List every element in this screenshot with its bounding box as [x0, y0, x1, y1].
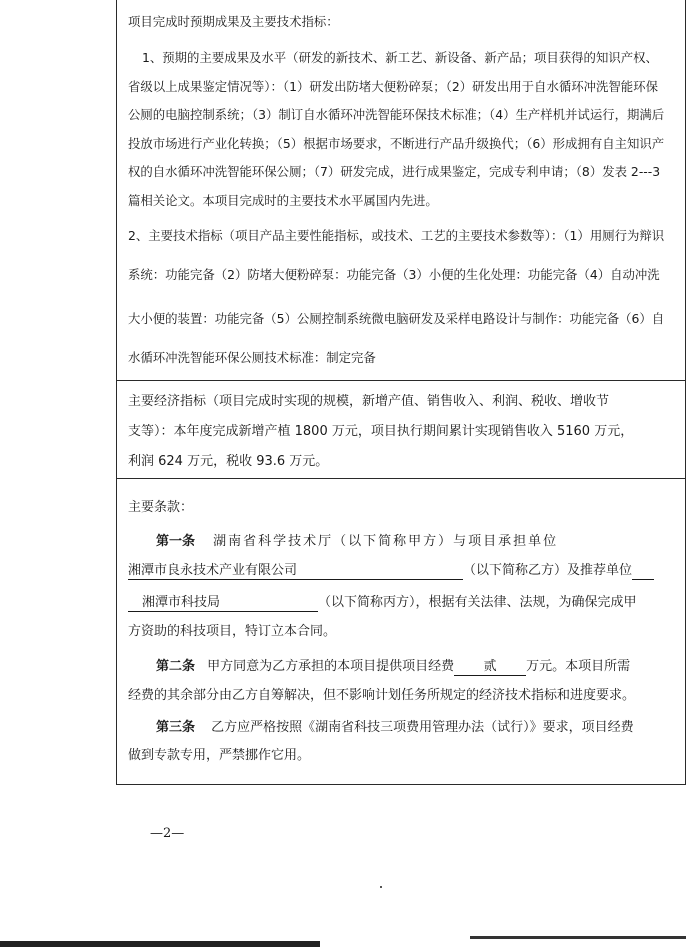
scan-edge-shadow	[0, 941, 320, 947]
paragraph-line: 方资助的科技项目，特订立本合同。	[128, 624, 337, 639]
article-3-text: 乙方应严格按照《湖南省科技三项费用管理办法（试行）》要求，项目经费	[211, 720, 634, 735]
article-2-line-1	[156, 659, 630, 676]
paragraph-line: 公厕的电脑控制系统；（3）制订自水循环冲洗智能环保技术标准；（4）生产样机并试运行，期满后	[128, 107, 665, 122]
paragraph-line: 篇相关论文。本项目完成时的主要技术水平属国内先进。	[128, 193, 438, 208]
scan-edge-mark	[470, 936, 686, 939]
party-c-name-text: 湘潭市科技局	[142, 595, 221, 610]
paragraph-line: 经费的其余部分由乙方自筹解决，但不影响计划任务所规定的经济技术指标和进度要求。	[128, 688, 636, 703]
article-2-label: 第二条	[156, 659, 196, 674]
expected-results-section	[124, 0, 684, 380]
page-number: —2—	[150, 826, 185, 841]
article-1-text: （以下简称乙方）及推荐单位	[463, 563, 633, 578]
paragraph-line: 投放市场进行产业化转换；（5）根据市场要求，不断进行产品升级换代；（6）形成拥有自主知识产	[128, 136, 665, 151]
article-1-text: 湖南省科学技术厅（以下简称甲方）与项目承担单位	[213, 534, 559, 549]
paragraph-line: 系统：功能完备（2）防堵大便粉碎泵：功能完备（3）小便的生化处理：功能完备（4）自动冲洗	[128, 267, 660, 282]
economic-indicators-section	[124, 380, 684, 478]
article-3-label: 第三条	[156, 720, 196, 735]
article-1-line-3	[128, 595, 637, 612]
paragraph-line: 水循环冲洗智能环保公厕技术标准：制定完备	[128, 350, 376, 365]
article-3-line-1	[156, 720, 634, 736]
article-2-text: 万元。本项目所需	[526, 659, 631, 674]
article-1-line-2	[128, 563, 654, 580]
scan-speck	[380, 886, 382, 888]
main-clauses-section	[124, 478, 684, 784]
section-title: 主要条款：	[128, 500, 194, 515]
funding-amount-text: 贰	[483, 659, 497, 674]
funding-amount	[454, 659, 526, 676]
article-1-text: （以下简称丙方），根据有关法律、法规，为确保完成甲	[318, 595, 637, 610]
article-1-label: 第一条	[156, 534, 196, 549]
table-bottom-border	[116, 784, 686, 785]
paragraph-line: 2、主要技术指标（项目产品主要性能指标，或技术、工艺的主要技术参数等）：（1）用厕行为辩识	[128, 228, 665, 243]
article-1-line-1	[156, 534, 558, 550]
paragraph-line: 大小便的装置：功能完备（5）公厕控制系统微电脑研发及采样电路设计与制作：功能完备（6）自	[128, 311, 665, 326]
recommender-blank	[632, 564, 654, 580]
paragraph-line: 主要经济指标（项目完成时实现的规模，新增产值、销售收入、利润、税收、增收节	[128, 394, 610, 409]
paragraph-line: 做到专款专用，严禁挪作它用。	[128, 748, 311, 763]
party-b-name: 湘潭市良永技术产业有限公司	[128, 563, 463, 580]
paragraph-line: 支等）：本年度完成新增产植 1800 万元，项目执行期间累计实现销售收入 5160 万元，	[128, 424, 634, 439]
party-c-name	[128, 595, 318, 612]
section-title: 项目完成时预期成果及主要技术指标：	[128, 14, 339, 29]
paragraph-line: 省级以上成果鉴定情况等）：（1）研发出防堵大便粉碎泵；（2）研发出用于自水循环冲洗智能环保	[128, 79, 658, 94]
article-2-text: 甲方同意为乙方承担的本项目提供项目经费	[207, 659, 455, 674]
paragraph-line: 利润 624 万元，税收 93.6 万元。	[128, 454, 329, 469]
paragraph-line: 1、预期的主要成果及水平（研发的新技术、新工艺、新设备、新产品；项目获得的知识产权、	[142, 50, 658, 65]
table-left-border	[116, 0, 117, 785]
paragraph-line: 权的自水循环冲洗智能环保公厕；（7）研发完成，进行成果鉴定，完成专利申请；（8）发表 2---3	[128, 164, 661, 179]
